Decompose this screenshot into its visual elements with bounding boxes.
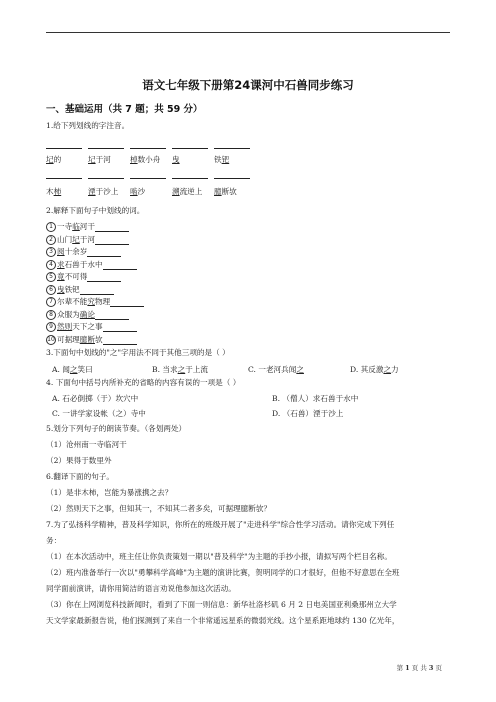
pinyin-blank	[214, 170, 250, 179]
q3-option-text: B. 当求	[152, 365, 178, 374]
q2-item-text: 不可得	[64, 272, 88, 281]
q1-word-1-5	[214, 154, 229, 165]
q2-item	[46, 246, 121, 257]
q3-option-a	[52, 364, 93, 375]
q4-option-b: B. （僧人）求石兽于水中	[272, 394, 359, 403]
q2-item-text: 铁钯	[64, 284, 80, 294]
item-number-badge: 7	[46, 297, 56, 307]
item-number-badge: 1	[46, 222, 56, 232]
q1-word-2-1-text: 木	[46, 187, 54, 196]
answer-blank	[110, 298, 144, 307]
question-2-stem: 2.解释下面句子中划线的词。	[46, 206, 145, 215]
q1-word-1-5-underlined: 钯	[221, 155, 230, 164]
footer-suffix: 页	[433, 664, 442, 672]
item-number-badge: 3	[46, 247, 56, 257]
pinyin-blank	[172, 140, 208, 149]
pinyin-blank	[130, 140, 166, 149]
q2-item-underlined: 然则	[57, 322, 73, 331]
answer-blank	[80, 286, 114, 295]
q1-word-2-3-text: 沙	[137, 187, 146, 196]
q7-part-3: （3）你在上网浏览科技新闻时，看到了下面一则信息：新华社洛杉矶 6 月 2 日电美国亚利桑那州立大学	[46, 600, 397, 609]
q1-word-1-2-text: 于河	[95, 155, 111, 164]
answer-blank	[95, 311, 129, 320]
header-rule	[46, 32, 450, 33]
pinyin-blank	[214, 140, 250, 149]
item-number-badge: 4	[46, 260, 56, 270]
q2-item-underlined: 竟	[57, 272, 65, 281]
question-6-stem: 6.翻译下面的句子。	[46, 472, 114, 481]
q1-word-2-3	[130, 186, 145, 197]
footer-page-number: 1	[405, 664, 410, 672]
q1-word-2-1	[46, 186, 61, 197]
q1-word-1-2-underlined: 圮	[88, 155, 96, 164]
q2-item-text: 欤	[94, 334, 103, 344]
q2-item	[46, 334, 137, 345]
q3-option-text: A. 闻	[52, 365, 70, 374]
q1-word-1-1	[46, 154, 61, 165]
footer-prefix: 第	[396, 664, 406, 672]
q6-item-2: （2）然则天下之事，但知其一，不知其二者多矣，可据理臆断欤？	[46, 504, 272, 513]
item-number-badge: 6	[46, 285, 56, 295]
q6-item-1: （1）是非木柿，岂能为暴涨携之去？	[46, 488, 173, 497]
q1-word-2-4	[172, 186, 202, 197]
q1-word-2-1-underlined: 柿	[53, 187, 62, 196]
q1-word-2-4-underlined: 溯	[172, 187, 180, 196]
q2-item	[46, 259, 137, 270]
q7-part-1: （1）在本次活动中，班主任让你负责策划一期以"普及科学"为主题的手抄小报，请拟写两个栏目名称。	[46, 552, 392, 561]
pinyin-blank	[130, 170, 166, 179]
answer-blank	[87, 273, 121, 282]
q1-word-1-5-text: 铁	[214, 155, 222, 164]
q2-item	[46, 321, 137, 332]
q1-word-1-1-underlined: 圮	[46, 155, 54, 164]
question-7-stem: 7.为了弘扬科学精神，普及科学知识，你所在的班级开展了"走进科学"综合性学习活动。请你完成下列任	[46, 520, 395, 529]
q1-word-2-3-underlined: 啮	[130, 187, 138, 196]
question-1-stem: 1.给下列划线的字注音。	[46, 121, 130, 130]
q4-option-d: D. （石兽）湮于沙上	[272, 409, 344, 418]
item-number-badge: 2	[46, 235, 56, 245]
pinyin-blank	[46, 170, 82, 179]
answer-blank	[95, 236, 129, 245]
footer-total-pages: 3	[428, 664, 434, 672]
q2-item-text: 河干	[79, 222, 95, 231]
q3-option-text: 力	[391, 365, 399, 374]
q7-part-2: （2）班内准备举行一次以"勇攀科学高峰"为主题的演讲比赛，贺明同学的口才很好，但他不好意思在全班	[46, 568, 400, 577]
q1-word-2-5-underlined: 臆	[214, 187, 222, 196]
q2-item	[46, 284, 114, 295]
q1-word-1-1-text: 的	[53, 155, 62, 164]
q3-option-text: D. 其反激	[350, 365, 384, 374]
q1-word-2-2-underlined: 湮	[88, 187, 96, 196]
q2-item-underlined: 圮	[72, 234, 80, 244]
q4-option-a: A. 石必倒掷（于）坎穴中	[52, 394, 139, 403]
q5-item-1: （1）沧州南一寺临河干	[46, 440, 127, 449]
q2-item	[46, 234, 129, 245]
answer-blank	[95, 223, 129, 232]
q2-item-text: 十余岁	[64, 247, 88, 256]
q7-part-2-cont: 同学面前演讲，请你用简洁的语言劝说他参加这次活动。	[46, 584, 236, 593]
q3-option-underlined: 之	[296, 365, 304, 374]
q1-word-2-5	[214, 186, 237, 197]
q2-item-underlined: 求	[57, 259, 65, 269]
q1-word-1-2	[88, 154, 111, 165]
q2-item	[46, 221, 129, 232]
pinyin-blank	[88, 170, 124, 179]
q1-word-2-5-text: 断欤	[221, 187, 237, 196]
q7-part-3-cont: 天文学家最新报告说，他们探测到了来自一个非常遥远星系的微弱光线。这个星系距地球约 130 亿光年，	[46, 616, 400, 625]
q2-item-text: 物理	[94, 297, 111, 306]
q3-option-d	[350, 364, 399, 375]
footer-middle: 页 共	[409, 664, 429, 672]
pinyin-blank	[46, 140, 82, 149]
q2-item-text: 一寺	[57, 222, 73, 231]
answer-blank	[87, 248, 121, 257]
answer-blank	[103, 261, 137, 270]
q3-option-text: C. 一老河兵闻	[248, 365, 297, 374]
q3-option-text: 笑曰	[77, 365, 93, 374]
q1-word-2-4-text: 流逆上	[179, 187, 203, 196]
item-number-badge: 10	[47, 335, 55, 343]
q3-option-underlined: 之	[177, 365, 186, 374]
q3-option-underlined: 之	[383, 365, 392, 374]
question-5-stem: 5.划分下列句子的朗读节奏。（各划两处）	[46, 424, 187, 433]
answer-blank	[103, 336, 137, 345]
q2-item-underlined: 阅	[57, 247, 65, 256]
q5-item-2: （2）果得于数里外	[46, 456, 112, 465]
q3-option-underlined: 之	[69, 365, 78, 374]
answer-blank	[103, 323, 137, 332]
question-7-stem-cont: 务：	[46, 536, 62, 545]
q1-word-1-4-underlined: 曳	[172, 155, 180, 164]
q1-word-1-3-underlined: 棹	[130, 155, 138, 164]
q1-word-1-3-text: 数小舟	[137, 155, 161, 164]
q1-word-2-2-text: 于沙上	[95, 187, 119, 196]
q4-option-c: C. 一讲学家设帐（之）寺中	[52, 409, 146, 418]
q2-item-text: 山门	[57, 234, 73, 244]
q2-item-underlined: 曳	[57, 284, 65, 294]
q3-option-b	[152, 364, 208, 375]
q2-item-text: 尔辈不能	[57, 297, 88, 306]
q2-item-underlined: 究	[87, 297, 95, 306]
pinyin-blank	[172, 170, 208, 179]
item-number-badge: 8	[46, 310, 56, 320]
q2-item-underlined: 确论	[79, 309, 95, 319]
pinyin-blank	[88, 140, 124, 149]
q2-item-underlined: 临	[72, 222, 80, 231]
q2-item	[46, 296, 144, 307]
q2-item-text: 石兽于水中	[64, 259, 103, 269]
page-footer	[0, 663, 442, 672]
q2-item-text: 众服为	[57, 309, 80, 319]
q2-item	[46, 271, 121, 282]
page-title: 语文七年级下册第24课河中石兽同步练习	[142, 78, 354, 92]
item-number-badge: 9	[46, 322, 56, 332]
q3-option-c	[248, 364, 304, 375]
q2-item-underlined: 臆断	[79, 334, 95, 344]
section-heading: 一、基础运用（共 7 题；共 59 分）	[46, 104, 203, 115]
q2-item	[46, 309, 129, 320]
q2-item-text: 可据理	[57, 334, 80, 344]
q2-item-text: 天下之事	[72, 322, 103, 331]
q1-word-2-2	[88, 186, 118, 197]
item-number-badge: 5	[46, 272, 56, 282]
q2-item-text: 于河	[79, 234, 95, 244]
question-4-stem: 4. 下面句中括号内所补充的省略的内容有误的一项是（ ）	[46, 378, 241, 387]
q1-word-1-3	[130, 154, 160, 165]
question-3-stem: 3.下面句中划线的"之"字用法不同于其他三项的是（ ）	[46, 348, 230, 357]
q1-word-1-4	[172, 154, 180, 165]
q3-option-text: 于上流	[185, 365, 208, 374]
